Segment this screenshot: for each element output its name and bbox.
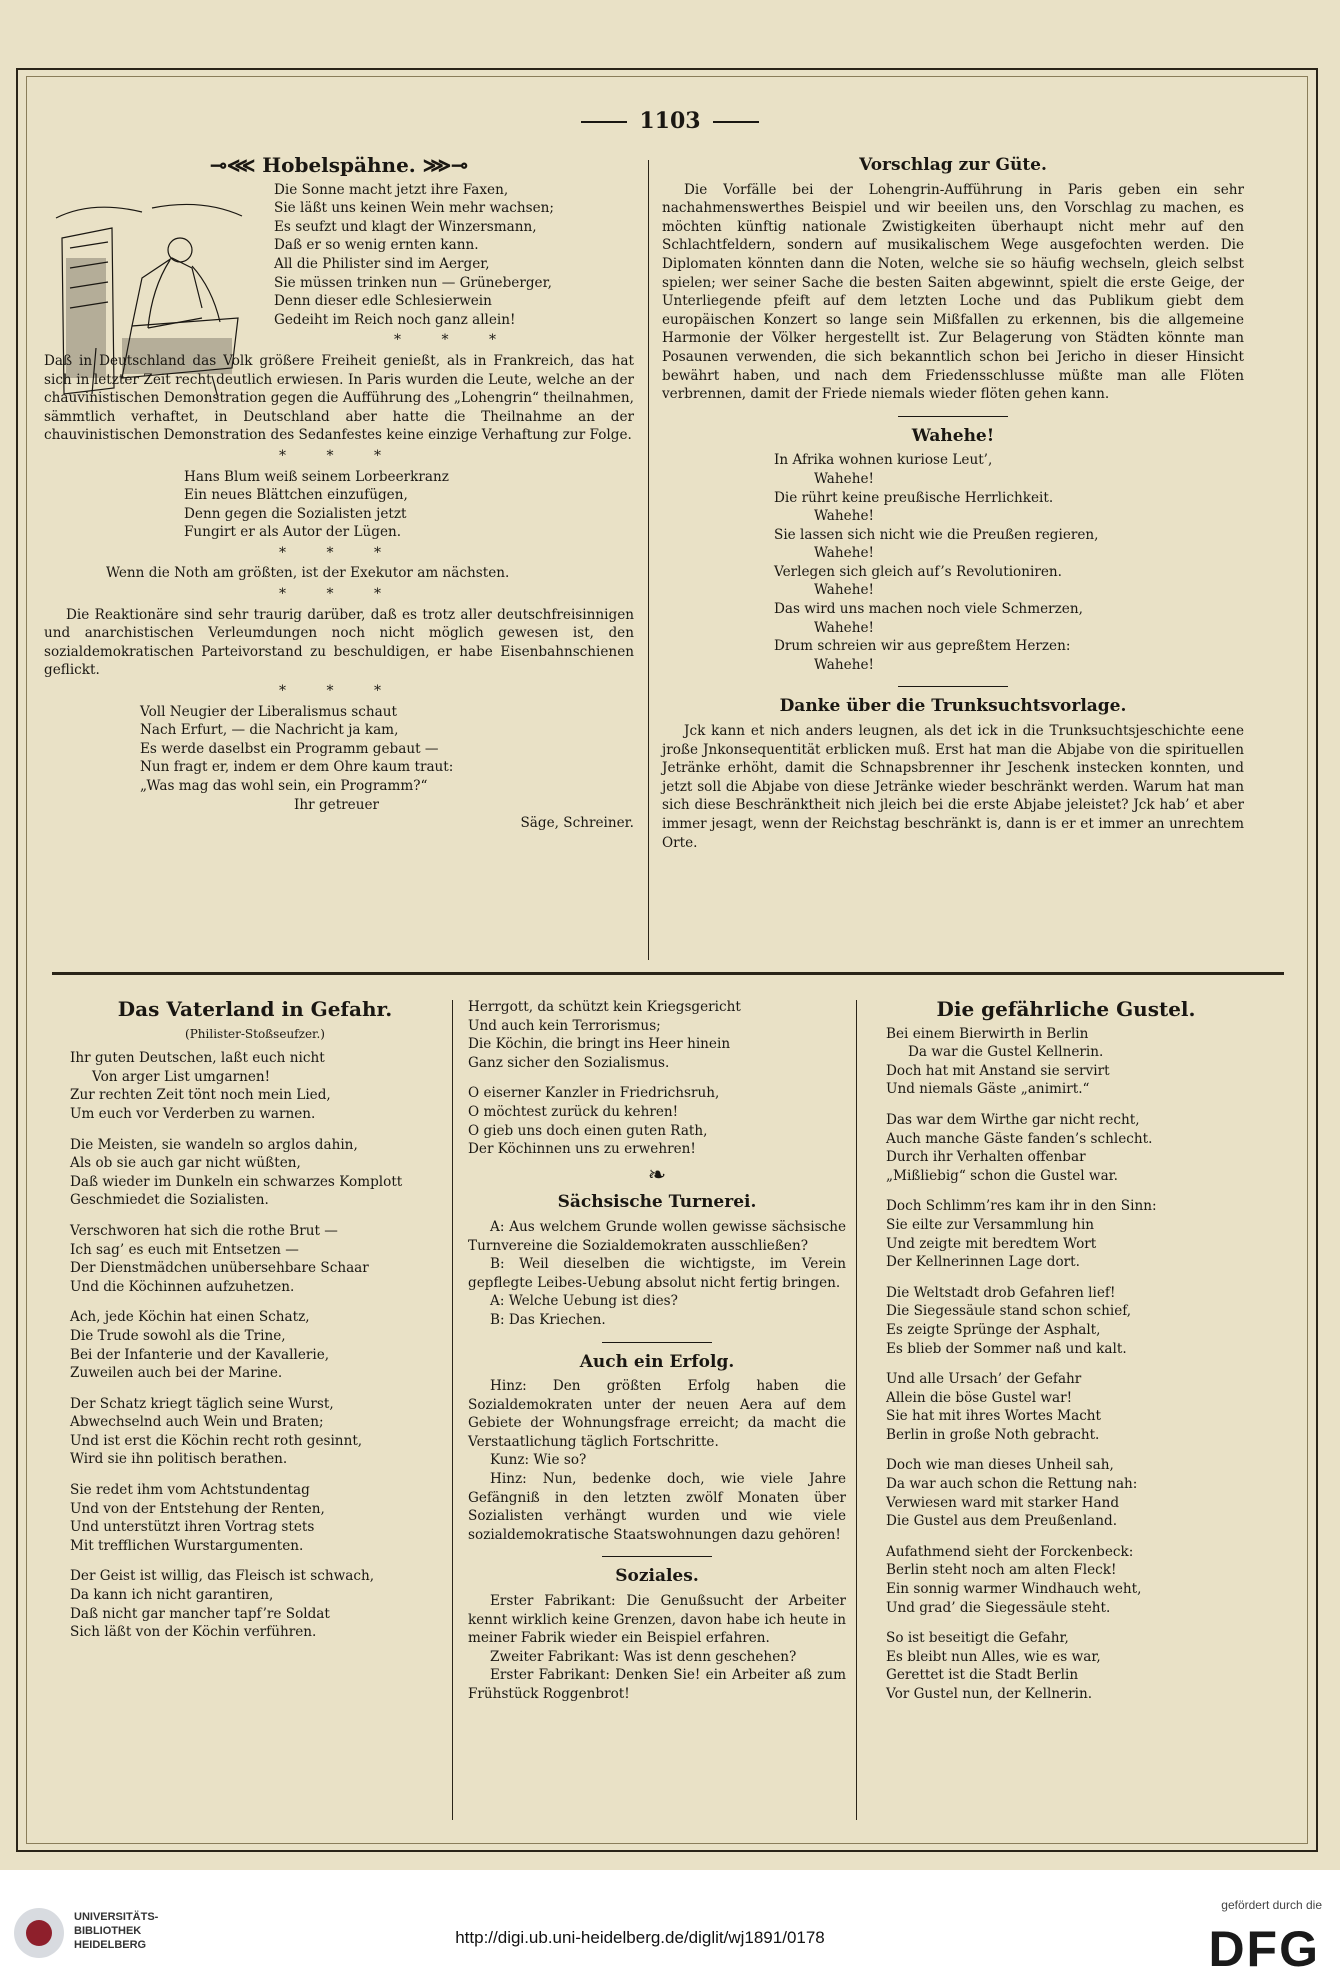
turnerei-line: A: Aus welchem Grunde wollen gewisse sächsische Turnvereine die Sozialdemokraten ausschließen? [468, 1218, 846, 1254]
ornament-icon: ❧ [647, 1162, 667, 1188]
gustel-stanza: Doch wie man dieses Unheil sah, Da war auch schon die Rettung nah: Verwiesen ward mit starker Hand Die Gustel aus dem Preußenland. [886, 1457, 1138, 1530]
vaterland-stanza: Ihr guten Deutschen, laßt euch nicht Von arger List umgarnen! Zur rechten Zeit tönt noch mein Lied, Um euch vor Verderben zu warnen. [70, 1050, 331, 1122]
column-divider [452, 1000, 453, 1820]
horizontal-divider [52, 972, 1284, 975]
turnerei-title: Sächsische Turnerei. [557, 1192, 757, 1213]
document-url-link[interactable]: http://digi.ub.uni-heidelberg.de/diglit/wj1891/0178 [455, 1928, 825, 1947]
vaterland-subtitle: (Philister-Stoßseufzer.) [185, 1026, 325, 1041]
gustel-stanza: Aufathmend sieht der Forckenbeck: Berlin steht noch am alten Fleck! Ein sonnig warmer Windhauch weht, Und grad’ die Siegessäule steht. [886, 1543, 1142, 1616]
vaterland-stanza: Der Schatz kriegt täglich seine Wurst, Abwechselnd auch Wein und Braten; Und ist erst die Köchin recht roth gesinnt, Wird sie ihn politisch berathen. [70, 1395, 363, 1468]
vaterland-continuation-2: O eiserner Kanzler in Friedrichsruh, O möchtest zurück du kehren! O gieb uns doch einen guten Rath, Der Köchinnen uns zu erwehren! [468, 1085, 720, 1158]
section-stars: * * * [279, 683, 399, 700]
gustel-stanza: Bei einem Bierwirth in Berlin Da war die Gustel Kellnerin. Doch hat mit Anstand sie servirt Und niemals Gäste „animirt.“ [886, 1025, 1110, 1098]
vaterland-title: Das Vaterland in Gefahr. [117, 997, 393, 1021]
wahehe-poem: In Afrika wohnen kuriose Leut’, Wahehe! Die rührt keine preußische Herrlichkeit. Wahehe! Sie lassen sich nicht wie die Preußen regieren, Wahehe! Verlegen sich gleich auf’s Revolutioniren. Wahehe! Das wird uns machen noch viele Schmerzen, Wahehe! Drum schreien wir aus gepreßtem Herzen: Wahehe! [774, 452, 1099, 673]
erfolg-line: Hinz: Den größten Erfolg haben die Sozialdemokraten unter der neuen Aera auf dem Gebiete der Wohnungsfrage erreicht; da macht die Verstaatlichung täglich Fortschritte. [468, 1378, 846, 1450]
section-rule [898, 416, 1008, 417]
vaterland-stanza: Die Meisten, sie wandeln so arglos dahin, Als ob sie auch gar nicht wüßten, Daß wieder im Dunkeln ein schwarzes Komplott Geschmiedet die Sozialisten. [70, 1136, 403, 1209]
vaterland-stanza: Ach, jede Köchin hat einen Schatz, Die Trude sowohl als die Trine, Bei der Infanterie und der Kavallerie, Zuweilen auch bei der Marine. [70, 1309, 330, 1382]
soziales-line: Erster Fabrikant: Die Genußsucht der Arbeiter kennt wirklich keine Grenzen, davon habe ich heute in meiner Fabrik wieder ein Beispiel erfahren. [468, 1593, 846, 1647]
section-stars: * * * [279, 544, 399, 561]
gustel-stanza: Das war dem Wirthe gar nicht recht, Auch manche Gäste fanden’s schlecht. Durch ihr Verhalten offenbar „Mißliebig“ schon die Gustel war. [886, 1111, 1153, 1184]
vaterland-stanza: Sie redet ihm vom Achtstundentag Und von der Entstehung der Renten, Und unterstützt ihren Vortrag stets Mit trefflichen Wurstargumenten. [70, 1482, 325, 1554]
logo-text: UNIVERSITÄTS- BIBLIOTHEK HEIDELBERG [74, 1911, 159, 1951]
erfolg-title: Auch ein Erfolg. [579, 1351, 735, 1372]
hobel-prose-reaktionaere: Die Reaktionäre sind sehr traurig darüber, daß es trotz aller deutschfreisinnigen und anarchistischen Verleumdungen noch nicht möglich gewesen ist, den sozialdemokratischen Parteivorstand zu beschuldigen, er habe Eisenbahnschienen geflickt. [44, 606, 634, 679]
section-stars: * * * [394, 332, 514, 349]
hobel-poem-liberalismus: Voll Neugier der Liberalismus schaut Nach Erfurt, — die Nachricht ja kam, Es werde daselbst ein Programm gebaut — Nun fragt er, indem er dem Ohre kaum traut: „Was mag das wohl sein, ein Programm?“ [140, 703, 454, 794]
gustel-stanza: So ist beseitigt die Gefahr, Es bleibt nun Alles, wie es war, Gerettet ist die Stadt Berlin Vor Gustel nun, der Kellnerin. [886, 1630, 1101, 1702]
danke-text: Jck kann et nich anders leugnen, als det ick in die Trunksuchtsjeschichte eene jroße Jnkonsequentität erblicken muß. Erst hat man die Abjabe von die spirituellen Jetränke erhöht, damit die Schnapsbrenner ihr Jeschenk insteckеn konnten, und jetzt soll die Abjabe von diese Jetränke wieder beschränkt werden. Warum hat man sich diese Beschränktheit nich jleich bei die erste Abjabe jeleistet? Jck hab’ et aber immer jesagt, wenn der Reichstag beschränkt is, dann is er et immer an unrechtem Orte. [662, 723, 1244, 851]
turnerei-line: A: Welche Uebung ist dies? [490, 1293, 678, 1310]
gustel-column [886, 997, 1246, 1704]
gustel-stanza: Und alle Ursach’ der Gefahr Allein die böse Gustel war! Sie hat mit ihres Wortes Macht Berlin in große Noth gebracht. [886, 1371, 1102, 1443]
university-seal-icon [14, 1908, 64, 1958]
vaterland-stanza: Verschworen hat sich die rothe Brut — Ich sag’ es euch mit Entsetzen — Der Dienstmädchen unübersehbare Schaar Und die Köchinnen aufzuhetzen. [70, 1222, 369, 1295]
hobel-poem-1: Die Sonne macht jetzt ihre Faxen, Sie läßt uns keinen Wein mehr wachsen; Es seufzt und klagt der Winzersmann, Daß er so wenig ernten kann. All die Philister sind im Aerger, Sie müssen trinken nun — Grüneberger, Denn dieser edle Schlesierwein Gedeiht im Reich noch ganz allein! [274, 181, 554, 328]
gustel-stanza: Die Weltstadt drob Gefahren lief! Die Siegessäule stand schon schief, Es zeigte Sprünge der Asphalt, Es blieb der Sommer naß und kalt. [886, 1284, 1132, 1357]
column-divider [856, 1000, 857, 1820]
vaterland-stanza: Der Geist ist willig, das Fleisch ist schwach, Da kann ich nicht garantiren, Daß nicht gar mancher tapf’re Soldat Sich läßt von der Köchin verführen. [70, 1568, 375, 1641]
column-divider [648, 160, 649, 960]
section-stars: * * * [279, 586, 399, 603]
hobel-noth-line: Wenn die Noth am größten, ist der Exekutor am nächsten. [106, 565, 510, 582]
soziales-line: Erster Fabrikant: Denken Sie! ein Arbeiter aß zum Frühstück Roggenbrot! [468, 1667, 846, 1702]
dfg-logo[interactable]: DFG [1208, 1921, 1320, 1977]
page-number: 1103 [540, 108, 800, 134]
hobel-poem-blum: Hans Blum weiß seinem Lorbeerkranz Ein neues Blättchen einzufügen, Denn gegen die Sozialisten jetzt Fungirt er als Autor der Lügen. [184, 468, 449, 541]
hobel-prose-freiheit: Daß in Deutschland das Volk größere Freiheit genießt, als in Frankreich, das hat sich in letzter Zeit recht deutlich erwiesen. In Paris wurden die Leute, welche an der chauvinistischen Demonstration gegen die Aufführung des „Lohengrin“ theilnahmen, sämmtlich verhaftet, in Deutschland aber hatte die Theilnahme an der chauvinistischen Demonstration des Sedanfestes keine einzige Verhaftung zur Folge. [44, 352, 634, 444]
middle-bottom-column [468, 998, 846, 1704]
turnerei-line: B: Das Kriechen. [490, 1311, 606, 1328]
erfolg-line: Kunz: Wie so? [490, 1452, 587, 1469]
vaterland-continuation-1: Herrgott, da schützt kein Kriegsgericht Und auch kein Terrorismus; Die Köchin, die bringt ins Heer hinein Ganz sicher den Sozialismus. [468, 999, 741, 1071]
hobelspaehne-title: ⊸⋘ Hobelspähne. ⋙⊸ [210, 153, 468, 177]
right-top-column [662, 156, 1244, 852]
viewer-footer [0, 1870, 1340, 1984]
section-rule [602, 1556, 712, 1557]
section-stars: * * * [279, 447, 399, 464]
wahehe-title: Wahehe! [911, 425, 995, 446]
vaterland-column [70, 997, 440, 1642]
soziales-line: Zweiter Fabrikant: Was ist denn geschehen? [490, 1648, 797, 1665]
gustel-title: Die gefährliche Gustel. [936, 997, 1196, 1021]
vorschlag-text: Die Vorfälle bei der Lohengrin-Aufführung in Paris geben ein sehr nachahmenswerthes Beispiel und wir beeilen uns, den Vorschlag zu machen, es möchten künftig nationale Zwistigkeiten überhaupt nicht mehr auf den Schlachtfeldern, sondern auf musikalischem Wege ausgefochten werden. Die Diplomaten könnten dann die Noten, welche sie so häufig wechseln, gleich selbst spielen; wer seiner Sache die besten Saiten abgewinnt, spielt die erste Geige, der Unterliegende pfeift auf dem letzten Loche und das Publikum giebt dem europäischen Konzert so lange sein Mißfallen zu erkennen, bis die allgemeine Harmonie der Völker hergestellt ist. Zur Belagerung von Städten könnte man Posaunen verwenden, die sich bekanntlich schon bei Jericho in dieser Hinsicht bewährt haben, und nach dem Friedensschlusse müßte man alle Flöten verbrennen, damit der Friede niemals wieder flöten gehen kann. [662, 181, 1244, 403]
soziales-title: Soziales. [615, 1566, 699, 1587]
hobel-signature: Säge, Schreiner. [520, 815, 634, 832]
vorschlag-title: Vorschlag zur Güte. [859, 155, 1047, 175]
funding-note: gefördert durch die [1221, 1898, 1322, 1912]
danke-title: Danke über die Trunksuchtsvorlage. [779, 696, 1127, 717]
turnerei-line: B: Weil dieselben die wichtigste, im Verein gepflegte Leibes-Uebung absolut nicht fertig bringen. [468, 1256, 846, 1291]
section-rule [898, 686, 1008, 687]
hobelspaehne-column [44, 153, 634, 833]
hobel-closing: Ihr getreuer [294, 796, 379, 813]
erfolg-line: Hinz: Nun, bedenke doch, wie viele Jahre Gefängniß in den letzten zwölf Monaten über Sozialisten verhängt wurden und wie viele sozialdemokratische Staatswohnungen dazu gehören! [468, 1471, 846, 1543]
section-rule [602, 1342, 712, 1343]
university-library-logo[interactable] [14, 1906, 186, 1966]
gustel-stanza: Doch Schlimm’res kam ihr in den Sinn: Sie eilte zur Versammlung hin Und zeigte mit beredtem Wort Der Kellnerinnen Lage dort. [886, 1198, 1157, 1271]
